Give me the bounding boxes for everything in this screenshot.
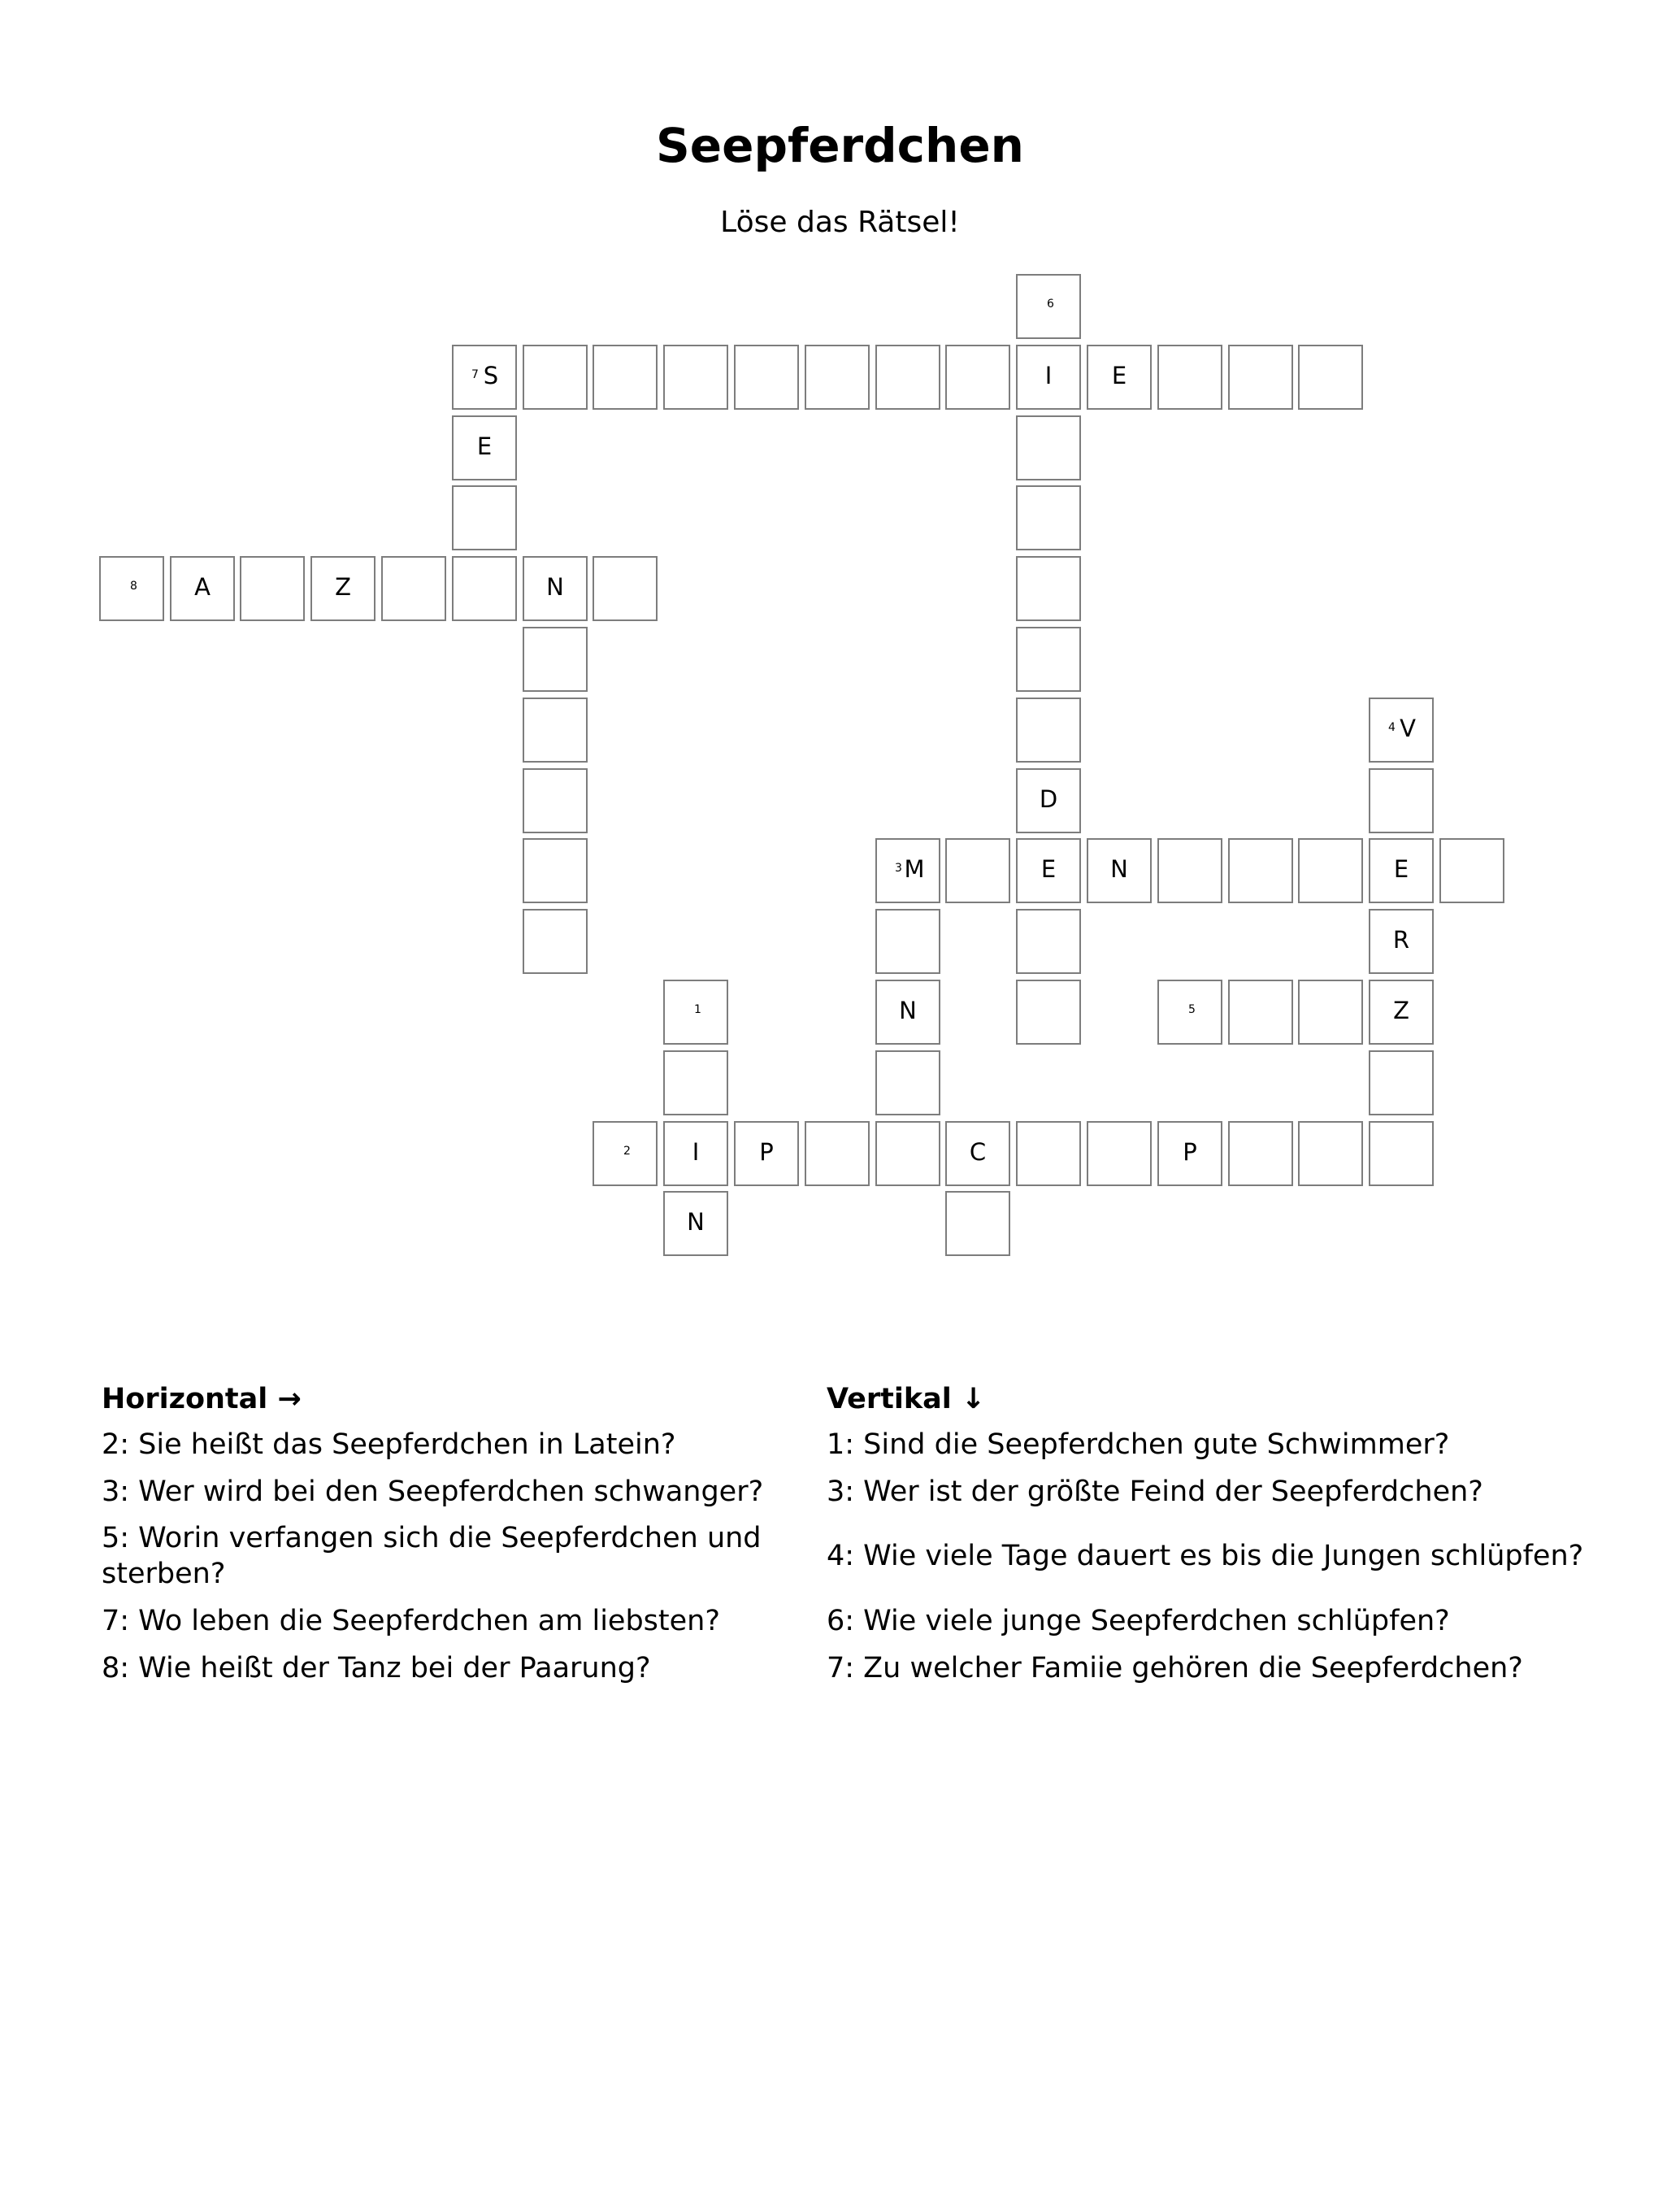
clues-across	[102, 1382, 792, 1697]
grid-cell[interactable]	[734, 1121, 799, 1186]
clue-across: 2: Sie heißt das Seepferdchen in Latein?	[102, 1428, 676, 1461]
clue-number: 7	[471, 368, 479, 381]
grid-cell[interactable]	[1016, 345, 1081, 410]
cell-letter: M	[904, 855, 925, 883]
grid-cell[interactable]	[1016, 485, 1081, 550]
clue-down: 6: Wie viele junge Seepferdchen schlüpfen?	[827, 1605, 1450, 1638]
grid-cell[interactable]	[1087, 1121, 1152, 1186]
page-title: Seepferdchen	[656, 118, 1024, 173]
grid-cell[interactable]	[1016, 838, 1081, 903]
grid-cell[interactable]	[1298, 345, 1363, 410]
grid-cell[interactable]	[240, 556, 305, 621]
grid-cell[interactable]	[945, 345, 1010, 410]
grid-cell[interactable]	[99, 556, 164, 621]
grid-cell[interactable]	[523, 909, 588, 974]
grid-cell[interactable]	[875, 980, 940, 1045]
cell-letter: N	[1110, 855, 1128, 883]
cell-letter: P	[759, 1138, 774, 1166]
cell-letter: E	[1040, 855, 1057, 883]
grid-cell[interactable]	[1157, 838, 1222, 903]
clue-down: 7: Zu welcher Famiie gehören die Seepferdchen?	[827, 1652, 1523, 1684]
cell-letter: E	[1393, 855, 1409, 883]
clues-down	[827, 1382, 1599, 1698]
grid-cell[interactable]	[1439, 838, 1504, 903]
grid-cell[interactable]	[1369, 909, 1434, 974]
grid-cell[interactable]	[663, 1121, 728, 1186]
grid-cell[interactable]	[452, 345, 517, 410]
cell-letter: N	[546, 573, 564, 601]
grid-cell[interactable]	[805, 1121, 870, 1186]
grid-cell[interactable]	[875, 345, 940, 410]
grid-cell[interactable]	[1369, 1050, 1434, 1115]
cell-letter: E	[1111, 362, 1127, 389]
grid-cell[interactable]	[1157, 980, 1222, 1045]
grid-cell[interactable]	[523, 556, 588, 621]
grid-cell[interactable]	[1087, 345, 1152, 410]
clue-down: 4: Wie viele Tage dauert es bis die Jungen schlüpfen?	[827, 1540, 1584, 1573]
clue-number: 4	[1388, 721, 1396, 734]
grid-cell[interactable]	[875, 1050, 940, 1115]
grid-cell[interactable]	[1016, 1121, 1081, 1186]
cell-letter: Z	[1393, 997, 1409, 1024]
cell-letter: V	[1400, 715, 1416, 742]
grid-cell[interactable]	[523, 627, 588, 692]
cell-letter: P	[1183, 1138, 1197, 1166]
cell-letter: E	[476, 432, 493, 460]
grid-cell[interactable]	[663, 1050, 728, 1115]
grid-cell[interactable]	[1016, 909, 1081, 974]
clue-number: 6	[1047, 298, 1054, 311]
down-heading: Vertikal ↓	[827, 1383, 986, 1415]
cell-letter: N	[899, 997, 917, 1024]
cell-letter: R	[1392, 926, 1410, 954]
grid-cell[interactable]	[1228, 345, 1293, 410]
grid-cell[interactable]	[1016, 274, 1081, 339]
grid-cell[interactable]	[1369, 1121, 1434, 1186]
clue-across: 7: Wo leben die Seepferdchen am liebsten?	[102, 1604, 720, 1637]
grid-cell[interactable]	[452, 556, 517, 621]
clue-number: 2	[623, 1145, 631, 1158]
cell-letter: Z	[335, 573, 351, 601]
grid-cell[interactable]	[1298, 980, 1363, 1045]
grid-cell[interactable]	[523, 768, 588, 833]
clue-across: 3: Wer wird bei den Seepferdchen schwanger?	[102, 1475, 764, 1508]
grid-cell[interactable]	[593, 345, 658, 410]
grid-cell[interactable]	[945, 1121, 1010, 1186]
cell-letter: N	[687, 1208, 705, 1236]
grid-cell[interactable]	[381, 556, 446, 621]
grid-cell[interactable]	[170, 556, 235, 621]
grid-cell[interactable]	[1298, 1121, 1363, 1186]
grid-cell[interactable]	[1016, 556, 1081, 621]
grid-cell[interactable]	[1016, 627, 1081, 692]
cell-letter: D	[1039, 785, 1058, 813]
grid-cell[interactable]	[1369, 768, 1434, 833]
across-heading: Horizontal →	[102, 1383, 302, 1415]
grid-cell[interactable]	[1369, 980, 1434, 1045]
grid-cell[interactable]	[310, 556, 376, 621]
clue-across: 8: Wie heißt der Tanz bei der Paarung?	[102, 1651, 651, 1684]
clue-down: 3: Wer ist der größte Feind der Seepferdchen?	[827, 1475, 1483, 1508]
grid-cell[interactable]	[1369, 698, 1434, 763]
clue-across: 5: Worin verfangen sich die Seepferdchen und sterben?	[102, 1522, 762, 1590]
grid-cell[interactable]	[875, 909, 940, 974]
cell-letter: I	[692, 1138, 700, 1166]
grid-cell[interactable]	[523, 698, 588, 763]
grid-cell[interactable]	[452, 415, 517, 480]
page-subtitle: Löse das Rätsel!	[720, 206, 960, 239]
clue-number: 1	[694, 1003, 701, 1016]
grid-cell[interactable]	[663, 345, 728, 410]
grid-cell[interactable]	[663, 1191, 728, 1256]
cell-letter: C	[969, 1138, 987, 1166]
grid-cell[interactable]	[1228, 980, 1293, 1045]
grid-cell[interactable]	[1369, 838, 1434, 903]
grid-cell[interactable]	[523, 345, 588, 410]
grid-cell[interactable]	[875, 838, 940, 903]
grid-cell[interactable]	[523, 838, 588, 903]
grid-cell[interactable]	[1228, 1121, 1293, 1186]
grid-cell[interactable]	[945, 838, 1010, 903]
grid-cell[interactable]	[875, 1121, 940, 1186]
grid-cell[interactable]	[1016, 698, 1081, 763]
grid-cell[interactable]	[663, 980, 728, 1045]
clue-down: 1: Sind die Seepferdchen gute Schwimmer?	[827, 1428, 1450, 1461]
grid-cell[interactable]	[1157, 1121, 1222, 1186]
cell-letter: S	[483, 362, 499, 389]
grid-cell[interactable]	[734, 345, 799, 410]
grid-cell[interactable]	[1016, 980, 1081, 1045]
grid-cell[interactable]	[1298, 838, 1363, 903]
grid-cell[interactable]	[1016, 768, 1081, 833]
grid-cell[interactable]	[805, 345, 870, 410]
grid-cell[interactable]	[593, 1121, 658, 1186]
grid-cell[interactable]	[1016, 415, 1081, 480]
grid-cell[interactable]	[1228, 838, 1293, 903]
grid-cell[interactable]	[1157, 345, 1222, 410]
grid-cell[interactable]	[945, 1191, 1010, 1256]
grid-cell[interactable]	[1087, 838, 1152, 903]
clue-number: 8	[130, 580, 137, 593]
clue-number: 5	[1188, 1003, 1196, 1016]
grid-cell[interactable]	[593, 556, 658, 621]
clue-number: 3	[895, 862, 902, 875]
cell-letter: A	[194, 573, 211, 601]
cell-letter: I	[1044, 362, 1053, 389]
grid-cell[interactable]	[452, 485, 517, 550]
